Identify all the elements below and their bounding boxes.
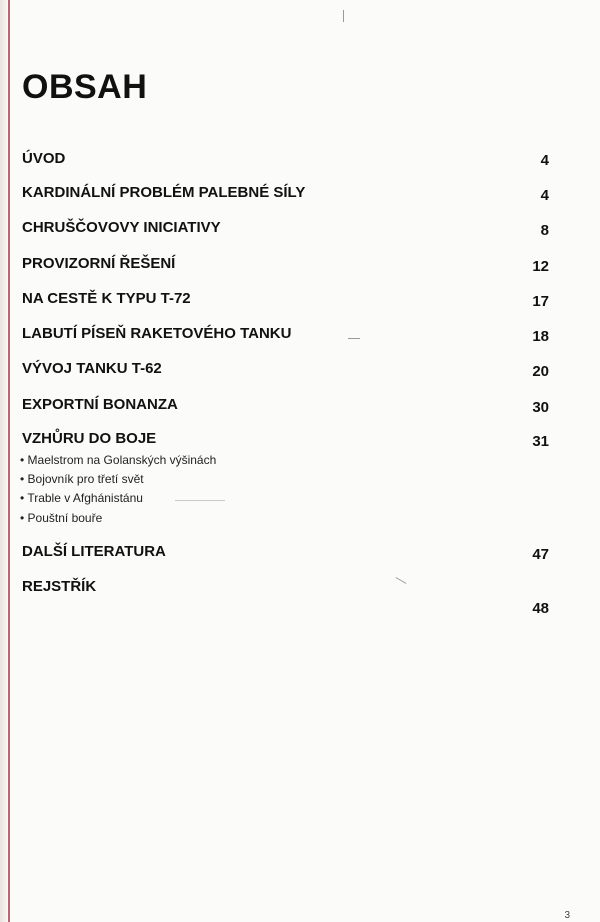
toc-page-provizorni-reseni: 12 [532, 258, 549, 275]
toc-subentry: • Maelstrom na Golanských výšinách [20, 453, 217, 467]
toc-page-vzhuru-do-boje: 31 [532, 433, 549, 450]
toc-page-kardinalni-problem: 4 [540, 187, 549, 204]
scan-speck [175, 500, 225, 501]
toc-entry-labuti-pisen: LABUTÍ PÍSEŇ RAKETOVÉHO TANKU [22, 325, 292, 342]
toc-page-dalsi-literatura: 47 [532, 546, 549, 563]
toc-entry-exportni-bonanza: EXPORTNÍ BONANZA [22, 396, 178, 413]
toc-entry-na-ceste: NA CESTĚ K TYPU T-72 [22, 290, 191, 307]
toc-entry-chruscovovy-iniciativy: CHRUŠČOVOVY INICIATIVY [22, 219, 221, 236]
toc-subentry: • Trable v Afghánistánu [20, 491, 143, 505]
margin-line [8, 0, 10, 922]
toc-entry-kardinalni-problem: KARDINÁLNÍ PROBLÉM PALEBNÉ SÍLY [22, 184, 306, 201]
page-title: OBSAH [22, 68, 148, 106]
toc-page-exportni-bonanza: 30 [532, 399, 549, 416]
toc-entry-uvod: ÚVOD [22, 150, 66, 167]
scan-speck [396, 577, 407, 584]
toc-subentry: • Bojovník pro třetí svět [20, 472, 144, 486]
toc-entry-provizorni-reseni: PROVIZORNÍ ŘEŠENÍ [22, 255, 176, 272]
scan-speck [348, 338, 360, 339]
page-number: 3 [564, 910, 570, 921]
toc-entry-vyvoj-tanku: VÝVOJ TANKU T-62 [22, 360, 162, 377]
toc-page-uvod: 4 [540, 152, 549, 169]
scan-speck [343, 10, 344, 22]
toc-page-rejstrik: 48 [532, 600, 549, 617]
toc-page-na-ceste: 17 [532, 293, 549, 310]
toc-page-labuti-pisen: 18 [532, 328, 549, 345]
toc-page-chruscovovy-iniciativy: 8 [540, 222, 549, 239]
toc-page-vyvoj-tanku: 20 [532, 363, 549, 380]
toc-entry-vzhuru-do-boje: VZHŮRU DO BOJE [22, 430, 157, 447]
toc-subentry: • Pouštní bouře [20, 511, 103, 525]
toc-entry-rejstrik: REJSTŘÍK [22, 578, 97, 595]
page-edge [0, 0, 7, 922]
toc-entry-dalsi-literatura: DALŠÍ LITERATURA [22, 543, 166, 560]
